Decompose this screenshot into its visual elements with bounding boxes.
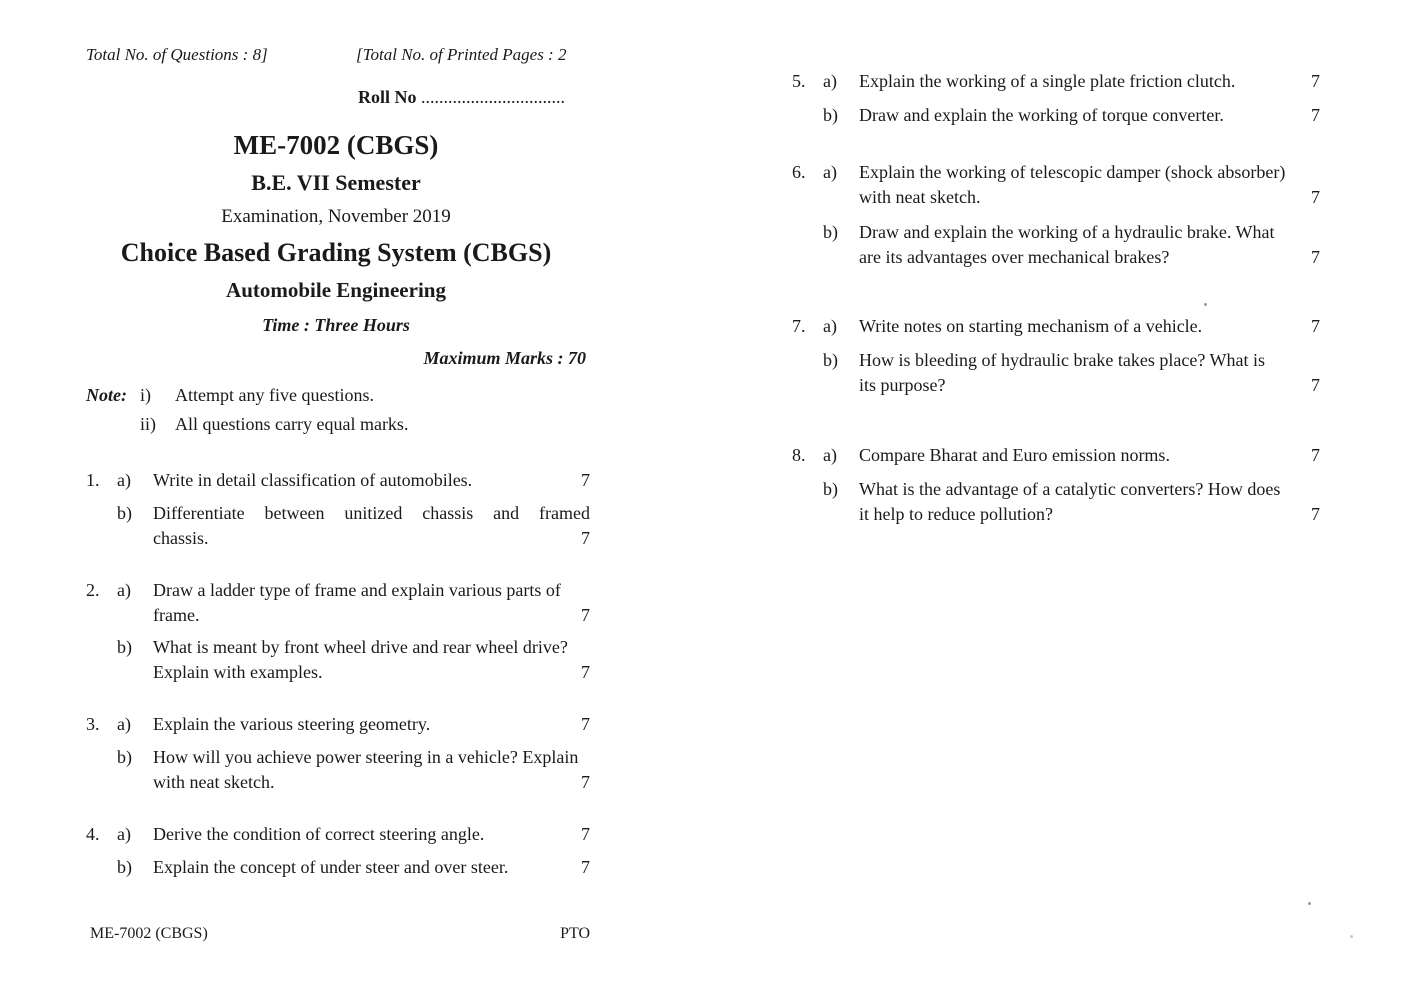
question-text: Differentiate between unitized chassis and framed chassis. 7 [153,501,590,551]
roll-no-label: Roll No [358,87,417,107]
marks: 7 [1311,445,1320,465]
grading-system: Choice Based Grading System (CBGS) [120,238,552,267]
part-label: b) [823,350,838,370]
total-questions: Total No. of Questions : 8] [86,45,268,64]
question-text: Derive the condition of correct steering angle. 7 [153,822,590,847]
note-num: ii) [140,414,156,434]
note-text: All questions carry equal marks. [175,414,409,434]
part-label: a) [823,445,837,465]
paper-code: ME-7002 (CBGS) [233,130,439,160]
question-number: 2. [86,580,100,600]
note-text: Attempt any five questions. [175,385,374,405]
part-label: a) [823,316,837,336]
right-page [792,0,1320,992]
subject: Automobile Engineering [226,278,446,302]
exam-session: Examination, November 2019 [221,206,451,227]
marks: 7 [581,470,590,490]
roll-no-dots: ................................ [421,87,565,107]
marks: 7 [1311,504,1320,524]
marks: 7 [581,714,590,734]
question-text: What is the advantage of a catalytic converters? How does it help to reduce pollution? 7 [859,477,1320,527]
question-text: Write notes on starting mechanism of a vehicle. 7 [859,314,1320,339]
instructions [86,381,590,439]
question-text: Draw a ladder type of frame and explain various parts of frame. 7 [153,578,590,628]
question-text: What is meant by front wheel drive and rear wheel drive? Explain with examples. 7 [153,635,590,685]
semester: B.E. VII Semester [251,170,421,195]
footer-code: ME-7002 (CBGS) [90,925,208,942]
question-number: 6. [792,162,806,182]
question-number: 3. [86,714,100,734]
printed-pages: [Total No. of Printed Pages : 2 [356,45,567,64]
footer-pto: PTO [560,925,590,942]
part-label: b) [823,105,838,125]
marks: 7 [581,528,590,548]
note-label: Note: [86,385,127,405]
part-label: b) [117,857,132,877]
part-label: b) [117,637,132,657]
question-number: 4. [86,824,100,844]
part-label: a) [823,71,837,91]
question-text: Compare Bharat and Euro emission norms. 7 [859,443,1320,468]
marks: 7 [1311,187,1320,207]
question-text: Explain the working of a single plate friction clutch. 7 [859,69,1320,94]
question-text: Draw and explain the working of a hydraulic brake. What are its advantages over mechanical brakes? 7 [859,220,1320,270]
marks: 7 [1311,247,1320,267]
marks: 7 [581,605,590,625]
note-num: i) [140,385,151,405]
marks: 7 [1311,375,1320,395]
marks: 7 [581,824,590,844]
scan-speck [1204,303,1207,306]
question-text: Explain the various steering geometry. 7 [153,712,590,737]
part-label: b) [823,479,838,499]
marks: 7 [1311,71,1320,91]
marks: 7 [581,857,590,877]
part-label: a) [117,714,131,734]
question-text: Explain the working of telescopic damper (shock absorber) with neat sketch. 7 [859,160,1320,210]
question-number: 1. [86,470,100,490]
part-label: a) [823,162,837,182]
question-text: Draw and explain the working of torque converter. 7 [859,103,1320,128]
marks: 7 [581,662,590,682]
question-number: 8. [792,445,806,465]
scan-speck [1308,902,1311,905]
question-text: How is bleeding of hydraulic brake takes place? What is its purpose? 7 [859,348,1320,398]
part-label: a) [117,470,131,490]
part-label: a) [117,580,131,600]
question-text: How will you achieve power steering in a vehicle? Explain with neat sketch. 7 [153,745,590,795]
part-label: b) [823,222,838,242]
left-page [86,0,590,992]
marks: 7 [1311,316,1320,336]
time-allowed: Time : Three Hours [262,315,410,335]
roll-no [358,87,565,108]
max-marks: Maximum Marks : 70 [423,348,586,368]
question-number: 5. [792,71,806,91]
marks: 7 [581,772,590,792]
marks: 7 [1311,105,1320,125]
scan-speck [1350,935,1353,938]
part-label: b) [117,747,132,767]
part-label: a) [117,824,131,844]
question-text: Explain the concept of under steer and over steer. 7 [153,855,590,880]
question-text: Write in detail classification of automobiles. 7 [153,468,590,493]
part-label: b) [117,503,132,523]
question-number: 7. [792,316,806,336]
